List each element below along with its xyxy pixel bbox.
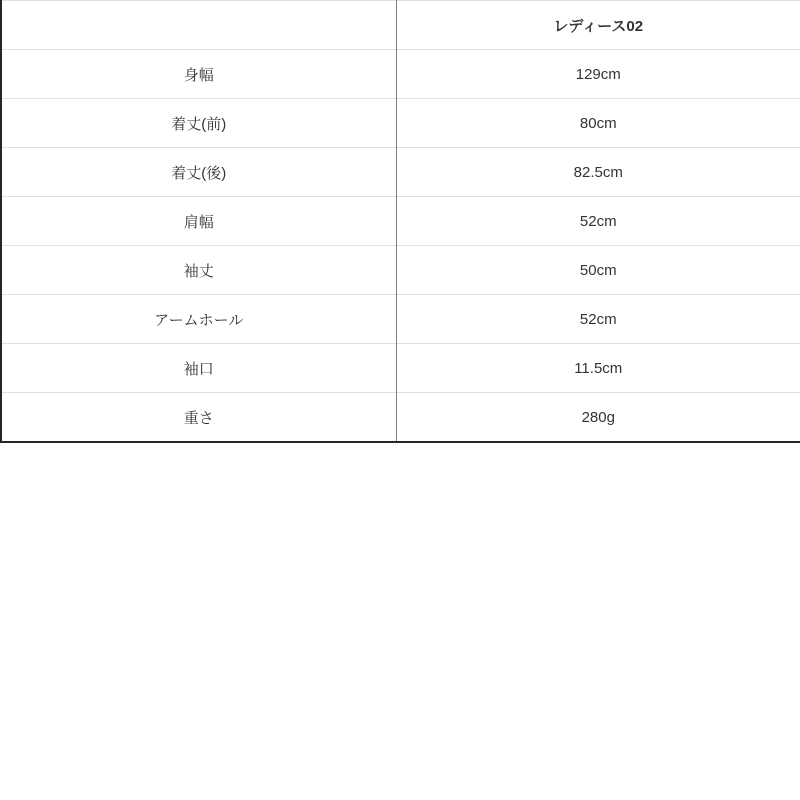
- header-empty-cell: [1, 1, 396, 50]
- row-label: 肩幅: [1, 197, 396, 246]
- table-row: [1, 148, 800, 197]
- row-label: 身幅: [1, 50, 396, 99]
- table-row: [1, 393, 800, 443]
- table-row: [1, 99, 800, 148]
- row-label: アームホール: [1, 295, 396, 344]
- row-value: 50cm: [396, 246, 800, 295]
- table-header-row: [1, 1, 800, 50]
- row-value: 52cm: [396, 295, 800, 344]
- row-label: 袖口: [1, 344, 396, 393]
- row-label: 着丈(前): [1, 99, 396, 148]
- table-row: [1, 197, 800, 246]
- table-row: [1, 246, 800, 295]
- table-row: [1, 344, 800, 393]
- table-row: [1, 295, 800, 344]
- row-value: 280g: [396, 393, 800, 443]
- row-value: 82.5cm: [396, 148, 800, 197]
- row-value: 52cm: [396, 197, 800, 246]
- row-label: 重さ: [1, 393, 396, 443]
- row-label: 袖丈: [1, 246, 396, 295]
- header-size-name: レディース02: [396, 1, 800, 50]
- row-value: 129cm: [396, 50, 800, 99]
- table-row: [1, 50, 800, 99]
- row-value: 11.5cm: [396, 344, 800, 393]
- row-label: 着丈(後): [1, 148, 396, 197]
- row-value: 80cm: [396, 99, 800, 148]
